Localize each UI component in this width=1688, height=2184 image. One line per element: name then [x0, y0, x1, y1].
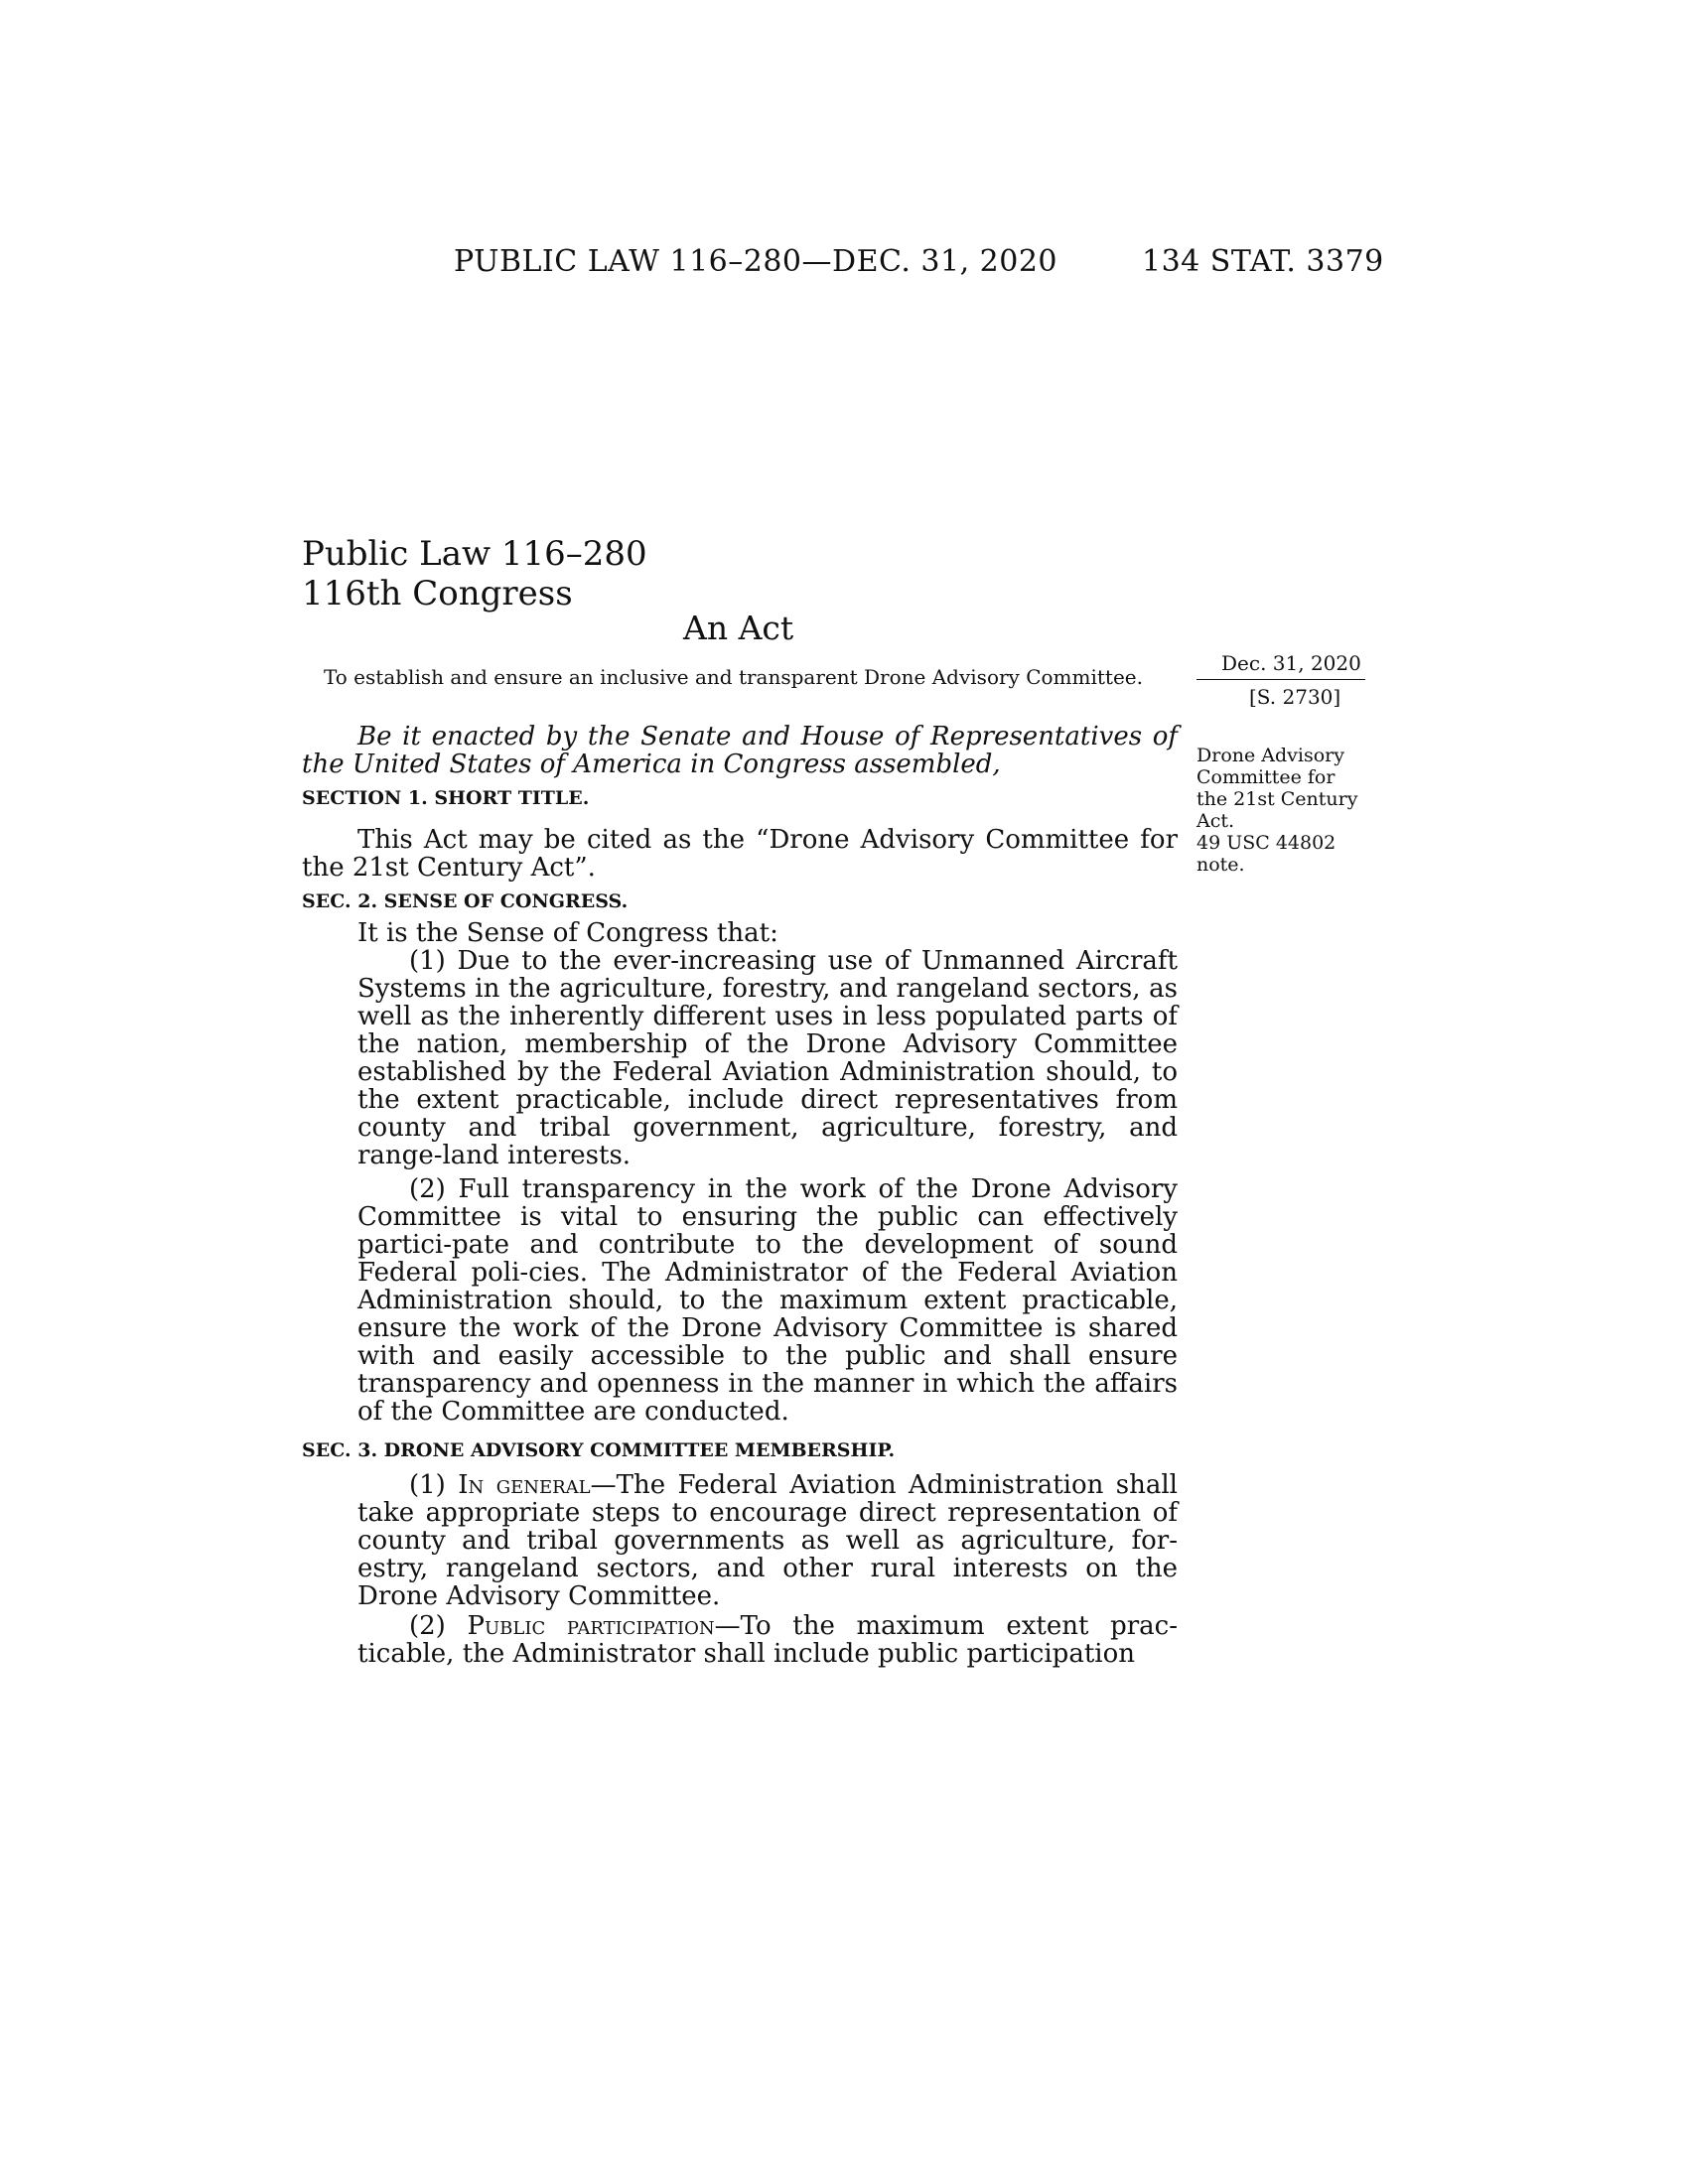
margin-note-line: Committee for: [1196, 766, 1336, 788]
section-3-paragraph-1: [357, 1471, 1178, 1610]
margin-date: Dec. 31, 2020: [1221, 651, 1361, 675]
an-act-heading: An Act: [683, 609, 794, 647]
running-head: PUBLIC LAW 116–280—DEC. 31, 2020: [454, 244, 1058, 279]
margin-note: [1196, 745, 1385, 876]
paragraph-caption: In general: [458, 1470, 591, 1500]
margin-note-line: Act.: [1196, 810, 1235, 832]
section-1-text: This Act may be cited as the “Drone Advisory Committee for the 21st Century Act”.: [302, 825, 1178, 883]
paragraph-text: —To the maximum extent prac-ticable, the Administrator shall include public participation: [357, 1611, 1178, 1669]
margin-divider: [1196, 679, 1365, 680]
section-2-heading: SEC. 2. SENSE OF CONGRESS.: [302, 890, 629, 912]
paragraph-caption: Public participation: [467, 1611, 715, 1641]
law-title: Public Law 116–280: [302, 534, 647, 574]
section-2-intro: It is the Sense of Congress that:: [357, 918, 778, 948]
section-3-paragraph-2: [357, 1612, 1178, 1668]
paragraph-number: (2): [409, 1611, 446, 1641]
congress-label: 116th Congress: [302, 574, 573, 614]
section-1-heading: SECTION 1. SHORT TITLE.: [302, 787, 590, 809]
statute-page-reference: 134 STAT. 3379: [1142, 244, 1384, 279]
margin-note-line: note.: [1196, 854, 1245, 876]
paragraph-text: —The Federal Aviation Administration shall take appropriate steps to encourage direct representation of county and tribal governments as well as agriculture, for-estry, rangeland sectors, and other rural interests on the Drone Advisory Committee.: [357, 1470, 1178, 1611]
paragraph-number: (1): [409, 1470, 446, 1500]
enacting-clause: Be it enacted by the Senate and House of Representatives of the United States of America in Congress assembled,: [302, 722, 1178, 779]
section-3-heading: SEC. 3. DRONE ADVISORY COMMITTEE MEMBERSHIP.: [302, 1439, 896, 1461]
section-2-paragraph-2: (2) Full transparency in the work of the Drone Advisory Committee is vital to ensuring the public can effectively partici-pate and contribute to the development of sound Federal poli-cies. The Administrator of the Federal Aviation Administration should, to the maximum extent practicable, ensure the work of the Drone Advisory Committee is shared with and easily accessible to the public and shall ensure transparency and openness in the manner in which the affairs of the Committee are conducted.: [357, 1174, 1178, 1427]
bill-number: [S. 2730]: [1249, 685, 1341, 709]
act-purpose: To establish and ensure an inclusive and transparent Drone Advisory Committee.: [324, 665, 1143, 689]
section-2-paragraph-1: (1) Due to the ever-increasing use of Unmanned Aircraft Systems in the agriculture, forestry, and rangeland sectors, as well as the inherently different uses in less populated parts of the nation, membership of the Drone Advisory Committee established by the Federal Aviation Administration should, to the extent practicable, include direct representatives from county and tribal government, agriculture, forestry, and range-land interests.: [357, 946, 1178, 1170]
margin-note-line: Drone Advisory: [1196, 745, 1344, 766]
margin-note-line: 49 USC 44802: [1196, 832, 1336, 854]
margin-note-line: the 21st Century: [1196, 788, 1358, 810]
